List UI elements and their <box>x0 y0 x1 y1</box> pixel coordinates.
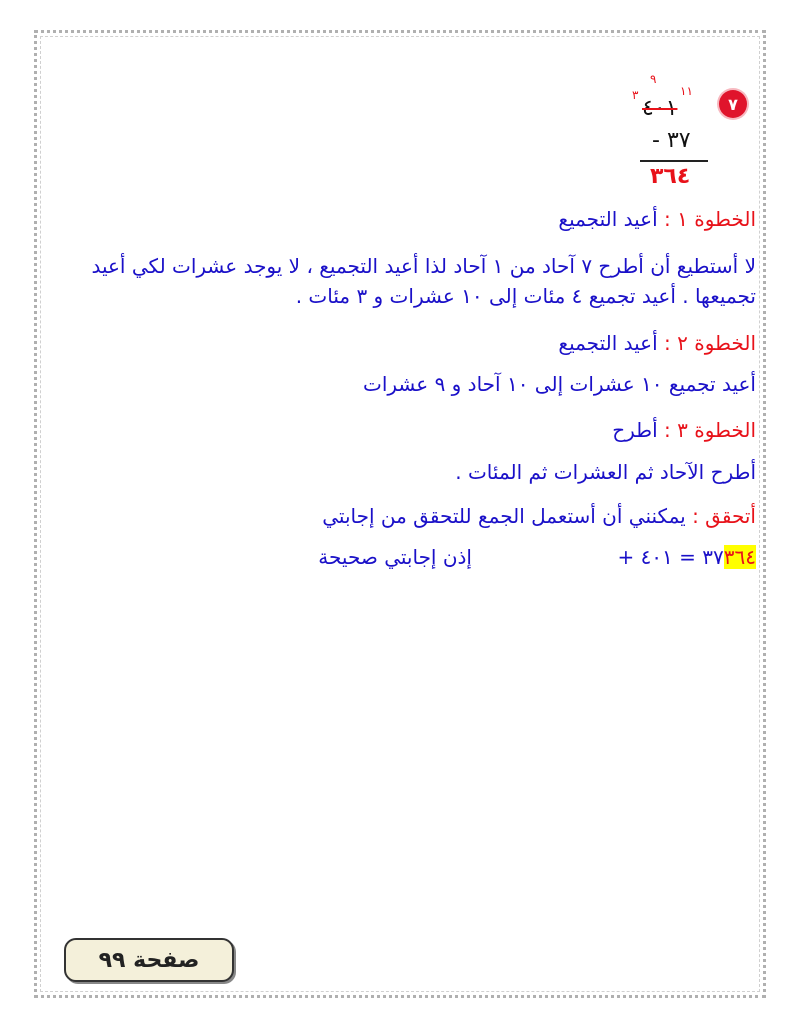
problem-number-badge: ٧ <box>719 90 747 118</box>
minuend: ٤٠١ <box>642 96 678 121</box>
result: ٣٦٤ <box>650 164 691 189</box>
carry-ones: ١١ <box>680 84 693 98</box>
check-text: يمكنني أن أستعمل الجمع للتحقق من إجابتي <box>322 504 686 528</box>
check-equation <box>617 545 756 569</box>
check-label: أتحقق : <box>692 504 756 528</box>
check-equation-rest: + ٣٧ = ٤٠١ <box>617 545 724 569</box>
page-number-label: صفحة ٩٩ <box>64 938 234 982</box>
check-conclusion: إذن إجابتي صحيحة <box>318 545 472 569</box>
carry-hundreds: ٣ <box>632 88 639 102</box>
step2-text: أعيد تجميع ١٠ عشرات إلى ١٠ آحاد و ٩ عشرات <box>363 372 756 396</box>
step3-label: الخطوة ٣ : <box>664 418 756 442</box>
check-heading <box>322 504 756 528</box>
step1-text-line1: لا أستطيع أن أطرح ٧ آحاد من ١ آحاد لذا أعيد التجميع ، لا يوجد عشرات لكي أعيد <box>91 254 756 278</box>
step1-text-line2: تجميعها . أعيد تجميع ٤ مئات إلى ١٠ عشرات و ٣ مئات . <box>295 284 756 308</box>
step3-heading <box>612 418 756 442</box>
step1-label: الخطوة ١ : <box>664 207 756 231</box>
step1-heading <box>558 207 756 231</box>
step3-text: أطرح الآحاد ثم العشرات ثم المئات . <box>455 460 756 484</box>
step3-title: أطرح <box>612 418 658 442</box>
step2-label: الخطوة ٢ : <box>664 331 756 355</box>
step2-title: أعيد التجميع <box>558 331 658 355</box>
carry-tens: ٩ <box>650 72 657 86</box>
step1-title: أعيد التجميع <box>558 207 658 231</box>
step2-heading <box>558 331 756 355</box>
check-highlighted-result: ٣٦٤ <box>723 545 756 569</box>
subtraction-rule <box>640 160 708 162</box>
subtrahend: ٣٧ - <box>652 128 691 153</box>
